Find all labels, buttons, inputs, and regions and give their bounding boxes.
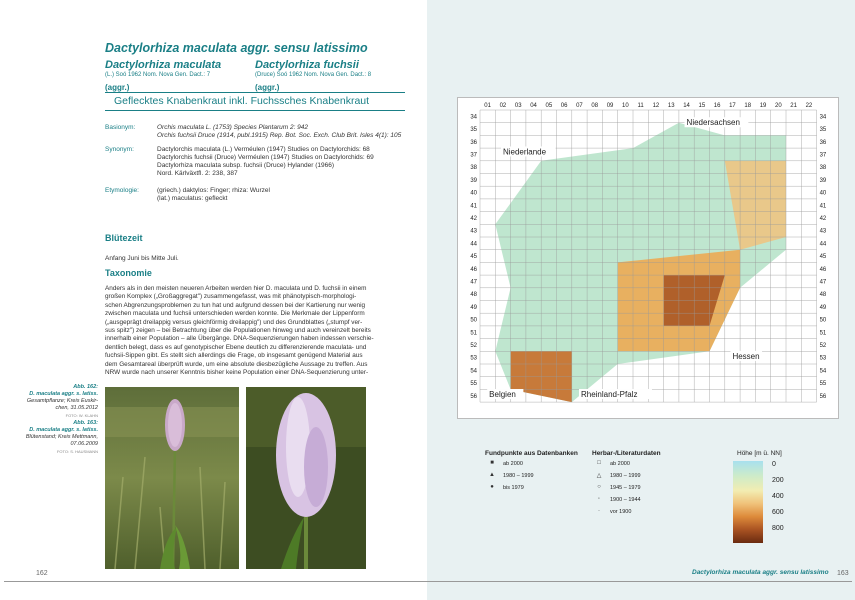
bluetezeit-text: Anfang Juni bis Mitte Juli. [105,255,179,262]
row-label: 46 [470,266,477,273]
running-title: Dactylorhiza maculata aggr. sensu latissimo [692,569,829,576]
etymology-line: (griech.) daktylos: Finger; rhiza: Wurzel [157,187,270,194]
row-label: 47 [819,279,827,286]
photo-credit: FOTO: W. KLAHN [65,413,98,418]
row-label: 56 [819,393,827,400]
page-number-left: 162 [36,570,48,577]
col-label: 09 [606,103,614,109]
species-author-2: (Druce) Soó 1962 Nom. Nova Gen. Dact.: 8 [255,72,372,78]
legend-herbar-item: vor 1900 [610,509,632,515]
synonym-label: Synonym: [105,146,134,153]
col-label: 07 [576,103,583,109]
row-label: 55 [819,381,827,388]
row-label: 36 [819,139,827,146]
legend-db-item: bis 1979 [503,485,524,491]
map-region-label: Rheinland-Pfalz [580,390,638,400]
species-name-1: Dactylorhiza maculata [105,59,222,71]
col-label: 18 [744,103,752,109]
row-label: 35 [819,127,827,134]
text-line: NRW wurde nach unserer Kenntnis bisher keine Population einer DNA-Sequenzierung unter- [105,369,369,377]
photo-credit: FOTO: S. HAUSMANN [56,449,98,454]
col-label: 20 [775,103,782,109]
caption-number: Abb. 162: [73,384,98,390]
col-label: 21 [790,103,797,109]
legend-db-item: ab 2000 [503,461,523,467]
text-line: („ausgeprägt dreilappig versus gleichförmig dreilappig") und des Grundblattes („stumpf ver- [105,318,363,326]
map-region-label: Niederlande [502,147,547,157]
row-label: 44 [470,241,477,248]
text-line: sus spitz") zeigen – bei Betrachtung über die Populationen hinweg und auch vereinzelt bereits [105,327,371,335]
legend-herbar-item: ab 2000 [610,461,630,467]
col-label: 10 [622,103,629,109]
row-label: 49 [819,304,827,311]
height-tick: 800 [772,525,784,532]
filled-square-icon: ■ [490,460,494,466]
basionym-line: Orchis maculata L. (1753) Species Plantarum 2: 942 [157,124,309,131]
row-label: 48 [819,292,827,299]
text-line: großen Komplex („Großaggregat") zusammengefasst, was mit phänotypisch-morphologi- [105,293,357,301]
row-label: 53 [819,355,827,362]
filled-circle-icon: ● [490,484,494,490]
open-triangle-icon: △ [596,473,602,479]
species-name-2: Dactylorhiza fuchsii [255,59,359,71]
row-label: 36 [470,139,477,146]
row-label: 51 [819,330,827,337]
row-label: 56 [470,393,477,400]
row-label: 40 [470,190,477,197]
row-label: 42 [819,215,827,222]
text-line: dentlich belegt, dass es auf genotypischer Ebene deutlich zu differenzierende maculata- und [105,343,367,351]
legend-herbar-item: 1980 – 1999 [610,473,641,479]
text-line: fuchsii-Sippen gibt. Es stellt sich allerdings die Frage, ob insgesamt genügend Material aus [105,352,363,360]
map-region-label: Belgien [489,390,516,400]
species-agg-1: (aggr.) [105,83,130,92]
etymology-line: (lat.) maculatus: gefleckt [157,195,228,202]
col-label: 04 [530,103,537,109]
legend-db-item: 1980 – 1999 [503,473,534,479]
map-frame [457,97,839,419]
section-heading-taxonomie: Taxonomie [105,268,152,278]
row-label: 55 [470,381,477,388]
synonym-line: Nord. Kärlväxtfl. 2: 238, 387 [157,170,238,177]
col-label: 15 [698,103,706,109]
species-agg-2: (aggr.) [255,83,280,92]
distribution-map [458,98,838,418]
row-label: 38 [470,165,477,172]
row-label: 38 [819,165,827,172]
row-label: 53 [470,355,477,362]
row-label: 40 [819,190,827,197]
caption-species: D. maculata aggr. s. latiss. [29,427,98,433]
row-label: 45 [819,254,827,261]
col-label: 19 [759,103,767,109]
col-label: 14 [683,103,690,109]
caption-species: D. maculata aggr. s. latiss. [29,391,98,397]
footer-rule [427,581,852,582]
divider [105,110,405,111]
right-page [427,0,855,600]
row-label: 44 [819,241,827,248]
col-label: 05 [545,103,553,109]
col-label: 08 [591,103,599,109]
filled-triangle-icon: ▲ [489,472,495,478]
text-line: schen Abgrenzungsproblemen zu tun hat und aufgrund dessen bei der Kartierung nur wenig [105,301,366,309]
text-line: Anders als in den meisten neueren Arbeiten werden hier D. maculata und D. fuchsii in einem [105,285,367,292]
row-label: 48 [470,292,477,299]
row-label: 47 [470,279,477,286]
legend-herbar-item: 1900 – 1944 [610,497,641,503]
open-square-icon: □ [597,460,601,466]
row-label: 51 [470,330,477,337]
legend-herbar-item: 1945 – 1979 [610,485,641,491]
row-label: 49 [470,304,477,311]
col-label: 06 [560,103,568,109]
taxonomy-text [105,285,410,377]
page-number-right: 163 [837,570,849,577]
row-label: 50 [819,317,827,324]
row-label: 41 [470,203,477,210]
col-label: 13 [667,103,675,109]
caption-line: chen, 31.05.2012 [55,405,98,411]
legend-height-title: Höhe [m ü. NN] [737,450,782,457]
caption-fig-162 [4,384,98,419]
orchid-photo-inflorescence [246,387,366,569]
row-label: 39 [470,177,477,184]
left-page [0,0,427,600]
species-author-1: (L.) Soó 1962 Nom. Nova Gen. Dact.: 7 [105,72,211,78]
col-label: 12 [652,103,660,109]
col-label: 11 [637,103,644,109]
height-tick: 400 [772,493,784,500]
row-label: 45 [470,254,477,261]
height-tick: 600 [772,509,784,516]
caption-line: Blütenstand; Kreis Mettmann, [25,434,98,440]
row-label: 54 [470,368,477,375]
text-line: zwischen maculata und fuchsii unterschieden werden konnte. Die Merkmale der Lippenform [105,310,365,318]
species-title: Dactylorhiza maculata aggr. sensu latissimo [105,41,368,55]
caption-line: 07.06.2009 [70,441,98,447]
legend-db-title: Fundpunkte aus Datenbanken [485,450,578,457]
divider [105,92,405,93]
col-label: 02 [499,103,507,109]
row-label: 42 [470,215,477,222]
text-line: dem Gesamtareal überprüft wurde, um eine absolute diesbezügliche Aussage zu treffen. Aus [105,360,368,368]
open-circle-small-icon: ◦ [597,496,601,502]
etymology-label: Etymologie: [105,187,139,194]
row-label: 41 [819,203,827,210]
caption-line: Gesamtpflanze; Kreis Euskir- [26,398,98,404]
col-label: 22 [805,103,813,109]
col-label: 01 [484,103,491,109]
col-label: 03 [514,103,522,109]
german-name: Geflecktes Knabenkraut inkl. Fuchssches Knabenkraut [114,95,370,107]
row-label: 37 [819,152,827,159]
row-label: 52 [470,342,477,349]
legend-herbar-title: Herbar-/Literaturdaten [592,450,661,457]
row-label: 34 [470,114,477,121]
row-label: 35 [470,127,477,134]
height-tick: 200 [772,477,784,484]
row-label: 34 [819,114,827,121]
row-label: 39 [819,177,827,184]
row-label: 43 [470,228,477,235]
row-label: 54 [819,368,827,375]
row-label: 50 [470,317,477,324]
synonym-line: Dactylorchis maculata (L.) Verméulen (1947) Studies on Dactylorchids: 68 [157,146,370,153]
open-circle-icon: ○ [597,484,601,490]
basionym-line: Orchis fuchsii Druce (1914, publ.1915) Rep. Bot. Soc. Exch. Club Brit. Isles 4(1): 105 [157,132,402,139]
footer-rule [4,581,427,582]
row-label: 52 [819,342,827,349]
caption-number: Abb. 163: [73,420,98,426]
orchid-photo-plant [105,387,239,569]
section-heading-bluetezeit: Blütezeit [105,233,143,243]
dot-icon: · [598,508,600,514]
row-label: 37 [470,152,477,159]
text-line: innerhalb einer Population – alle Übergänge. DNA-Sequenzierungen haben indessen verschie- [105,335,374,343]
map-region-label: Niedersachsen [686,118,740,128]
map-region-label: Hessen [732,351,760,361]
height-tick: 0 [772,461,776,468]
col-label: 17 [729,103,736,109]
synonym-line: Dactylorhiza maculata subsp. fuchsii (Druce) Hylander (1966) [157,162,335,169]
synonym-line: Dactylorchis fuchsii (Druce) Verméulen (1947) Studies on Dactylorchids: 69 [157,154,374,161]
height-colorbar [733,461,763,543]
row-label: 46 [819,266,827,273]
col-label: 16 [713,103,721,109]
row-label: 43 [819,228,827,235]
caption-fig-163 [4,420,98,455]
basionym-label: Basionym: [105,124,136,131]
